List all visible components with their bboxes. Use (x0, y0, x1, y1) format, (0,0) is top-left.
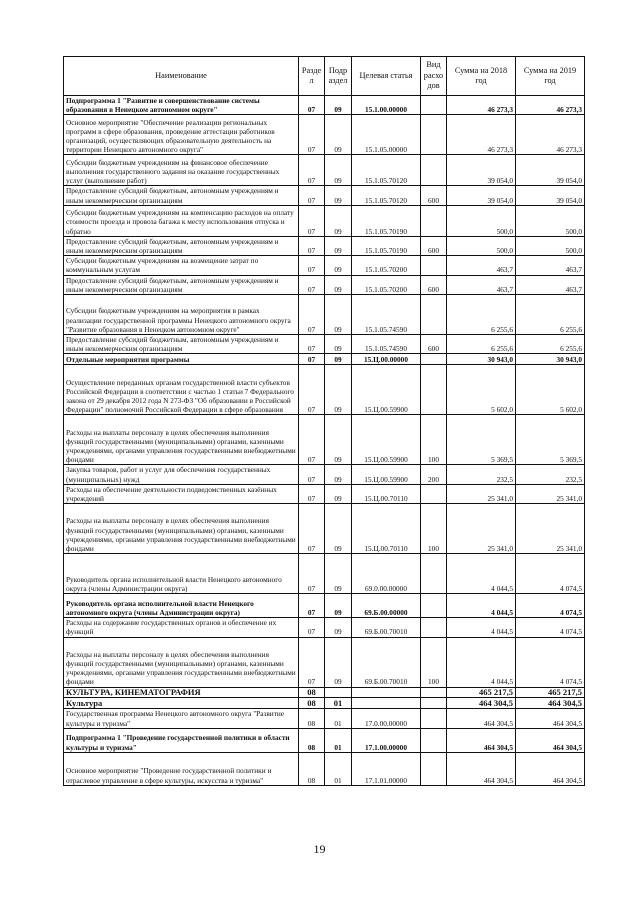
cell-sum2018: 25 341,0 (447, 504, 516, 554)
cell-sum2018: 5 602,0 (447, 365, 516, 415)
cell-sum2019: 5 369,5 (516, 415, 585, 465)
cell-podrazdel: 09 (325, 205, 352, 236)
cell-sum2018: 232,5 (447, 465, 516, 484)
table-row (64, 354, 585, 365)
cell-name: КУЛЬТУРА, КИНЕМАТОГРАФИЯ (64, 687, 299, 698)
cell-statya: 69.0.00.00000 (352, 554, 421, 594)
cell-sum2018: 4 044,5 (447, 554, 516, 594)
cell-name: Основное мероприятие "Проведение государственной политики и отраслевое управление в сфере культуры, искусства и туризма" (64, 752, 299, 785)
cell-name: Расходы на выплаты персоналу в целях обеспечения выполнения функций государственными (муниципальными) органами, казенными учреждениями, органами управления государственными внебюджетными фондами (64, 637, 299, 687)
cell-razdel: 07 (299, 205, 325, 236)
cell-sum2019: 465 217,5 (516, 687, 585, 698)
cell-vid (421, 728, 447, 752)
cell-razdel: 07 (299, 335, 325, 354)
cell-sum2018: 464 304,5 (447, 709, 516, 728)
cell-name: Государственная программа Ненецкого автономного округа "Развитие культуры и туризма" (64, 709, 299, 728)
cell-podrazdel: 01 (325, 698, 352, 709)
cell-podrazdel: 09 (325, 504, 352, 554)
cell-statya: 15.Ц.00.59900 (352, 465, 421, 484)
cell-statya: 15.Ц.00.70110 (352, 484, 421, 503)
cell-sum2018: 30 943,0 (447, 354, 516, 365)
cell-sum2018: 464 304,5 (447, 728, 516, 752)
header-sum-2018: Сумма на 2018 год (447, 57, 516, 96)
cell-razdel: 07 (299, 465, 325, 484)
cell-sum2018: 5 369,5 (447, 415, 516, 465)
cell-sum2019: 464 304,5 (516, 728, 585, 752)
cell-razdel: 07 (299, 275, 325, 294)
cell-name: Отдельные мероприятия программы (64, 354, 299, 365)
cell-name: Предоставление субсидий бюджетным, автономным учреждениям и иным некоммерческим организациям (64, 335, 299, 354)
cell-razdel: 08 (299, 709, 325, 728)
cell-sum2019: 4 074,5 (516, 554, 585, 594)
cell-name: Руководитель органа исполнительной власти Ненецкого автономного округа (члены Администрации округа) (64, 594, 299, 618)
cell-statya: 69.Б.00.00000 (352, 594, 421, 618)
cell-sum2018: 500,0 (447, 205, 516, 236)
cell-vid (421, 752, 447, 785)
cell-sum2018: 39 054,0 (447, 155, 516, 186)
cell-razdel: 07 (299, 186, 325, 205)
table-row (64, 465, 585, 484)
cell-podrazdel: 09 (325, 465, 352, 484)
cell-sum2019: 464 304,5 (516, 752, 585, 785)
header-podrazdel: Подр аздел (325, 57, 352, 96)
cell-sum2019: 39 054,0 (516, 186, 585, 205)
cell-name: Руководитель органа исполнительной власти Ненецкого автономного округа (члены Администрации округа) (64, 554, 299, 594)
cell-statya: 15.1.05.70190 (352, 236, 421, 255)
cell-podrazdel: 09 (325, 335, 352, 354)
table-row (64, 698, 585, 709)
header-sum-2019: Сумма на 2019 год (516, 57, 585, 96)
cell-statya: 17.0.00.00000 (352, 709, 421, 728)
cell-podrazdel: 09 (325, 256, 352, 275)
cell-name: Подпрограмма 1 "Проведение государственной политики в области культуры и туризма" (64, 728, 299, 752)
cell-podrazdel: 09 (325, 484, 352, 503)
cell-podrazdel: 09 (325, 618, 352, 637)
cell-razdel: 08 (299, 752, 325, 785)
cell-statya: 15.Ц.00.00000 (352, 354, 421, 365)
table-row (64, 275, 585, 294)
cell-name: Расходы на обеспечение деятельности подведомственных казённых учреждений (64, 484, 299, 503)
cell-razdel: 07 (299, 415, 325, 465)
table-header-row (64, 57, 585, 96)
header-name: Наименование (64, 57, 299, 96)
table-row (64, 186, 585, 205)
cell-vid (421, 698, 447, 709)
cell-statya: 15.1.05.70120 (352, 186, 421, 205)
cell-vid (421, 115, 447, 155)
cell-statya: 69.Б.00.70010 (352, 637, 421, 687)
cell-vid (421, 687, 447, 698)
cell-vid (421, 205, 447, 236)
cell-razdel: 07 (299, 96, 325, 115)
cell-podrazdel: 09 (325, 96, 352, 115)
cell-sum2018: 464 304,5 (447, 698, 516, 709)
cell-sum2018: 6 255,6 (447, 335, 516, 354)
cell-vid (421, 618, 447, 637)
cell-name: Предоставление субсидий бюджетным, автономным учреждениям и иным некоммерческим организациям (64, 236, 299, 255)
cell-name: Предоставление субсидий бюджетным, автономным учреждениям и иным некоммерческим организациям (64, 186, 299, 205)
table-row (64, 752, 585, 785)
cell-name: Расходы на содержание государственных органов и обеспечение их функций (64, 618, 299, 637)
cell-razdel: 08 (299, 687, 325, 698)
cell-vid (421, 365, 447, 415)
cell-vid: 600 (421, 186, 447, 205)
cell-statya: 15.Ц.00.59900 (352, 415, 421, 465)
header-razdel: Разде л (299, 57, 325, 96)
cell-name: Предоставление субсидий бюджетным, автономным учреждениям и иным некоммерческим организациям (64, 275, 299, 294)
cell-sum2019: 4 074,5 (516, 618, 585, 637)
cell-razdel: 07 (299, 637, 325, 687)
cell-podrazdel: 09 (325, 155, 352, 186)
cell-sum2019: 46 273,3 (516, 115, 585, 155)
cell-vid (421, 96, 447, 115)
cell-razdel: 08 (299, 728, 325, 752)
cell-sum2018: 463,7 (447, 256, 516, 275)
cell-vid (421, 256, 447, 275)
cell-vid (421, 554, 447, 594)
cell-sum2018: 46 273,3 (447, 96, 516, 115)
cell-razdel: 07 (299, 155, 325, 186)
cell-sum2019: 5 602,0 (516, 365, 585, 415)
cell-statya: 17.1.01.00000 (352, 752, 421, 785)
table-row (64, 96, 585, 115)
table-row (64, 155, 585, 186)
cell-razdel: 07 (299, 295, 325, 335)
header-vid: Вид расхо дов (421, 57, 447, 96)
cell-sum2018: 4 044,5 (447, 618, 516, 637)
cell-sum2019: 25 341,0 (516, 504, 585, 554)
table-row (64, 637, 585, 687)
cell-vid: 600 (421, 236, 447, 255)
cell-razdel: 07 (299, 554, 325, 594)
table-row (64, 205, 585, 236)
table-row (64, 335, 585, 354)
cell-podrazdel (325, 687, 352, 698)
cell-razdel: 07 (299, 618, 325, 637)
cell-vid: 200 (421, 465, 447, 484)
table-row (64, 554, 585, 594)
cell-sum2018: 6 255,6 (447, 295, 516, 335)
budget-table (63, 56, 585, 786)
cell-sum2018: 4 044,5 (447, 594, 516, 618)
cell-name: Подпрограмма 1 "Развитие и совершенствование системы образования в Ненецком автономном округе" (64, 96, 299, 115)
cell-name: Субсидии бюджетным учреждениям на мероприятия в рамках реализации государственной программы Ненецкого автономного округа "Развитие образования в Ненецком автономном округе" (64, 295, 299, 335)
cell-vid (421, 709, 447, 728)
cell-statya: 15.1.05.74590 (352, 295, 421, 335)
cell-podrazdel: 09 (325, 275, 352, 294)
cell-podrazdel: 09 (325, 594, 352, 618)
cell-sum2018: 4 044,5 (447, 637, 516, 687)
cell-name: Субсидии бюджетным учреждениям на финансовое обеспечение выполнения государственного задания на оказание государственных услуг (выполнение работ) (64, 155, 299, 186)
cell-podrazdel: 01 (325, 728, 352, 752)
cell-vid (421, 594, 447, 618)
cell-razdel: 07 (299, 594, 325, 618)
cell-statya: 15.1.05.74590 (352, 335, 421, 354)
cell-razdel: 07 (299, 236, 325, 255)
cell-sum2018: 46 273,3 (447, 115, 516, 155)
cell-vid (421, 354, 447, 365)
table-row (64, 256, 585, 275)
cell-sum2019: 6 255,6 (516, 335, 585, 354)
cell-vid: 100 (421, 637, 447, 687)
cell-name: Расходы на выплаты персоналу в целях обеспечения выполнения функций государственными (муниципальными) органами, казенными учреждениями, органами управления государственными внебюджетными фондами (64, 504, 299, 554)
cell-podrazdel: 09 (325, 295, 352, 335)
cell-razdel: 07 (299, 256, 325, 275)
cell-sum2019: 6 255,6 (516, 295, 585, 335)
cell-sum2018: 463,7 (447, 275, 516, 294)
cell-sum2018: 25 341,0 (447, 484, 516, 503)
cell-statya: 15.Ц.00.59900 (352, 365, 421, 415)
cell-statya: 15.1.05.00000 (352, 115, 421, 155)
cell-name: Закупка товаров, работ и услуг для обеспечения государственных (муниципальных) нужд (64, 465, 299, 484)
table-body (64, 96, 585, 786)
table-row (64, 236, 585, 255)
cell-statya: 15.1.05.70120 (352, 155, 421, 186)
cell-sum2019: 4 074,5 (516, 594, 585, 618)
cell-sum2019: 4 074,5 (516, 637, 585, 687)
cell-vid (421, 484, 447, 503)
table-row (64, 709, 585, 728)
cell-vid: 600 (421, 275, 447, 294)
cell-sum2019: 463,7 (516, 275, 585, 294)
cell-sum2018: 464 304,5 (447, 752, 516, 785)
cell-name: Осуществление переданных органам государственной власти субъектов Российской Федерации в соответствии с частью 1 статьи 7 Федерального закона от 29 декабря 2012 года N 273-ФЗ "Об образовании в Российской Федерации" полномочий Российской Федерации в сфере образования (64, 365, 299, 415)
cell-vid: 100 (421, 415, 447, 465)
cell-vid: 100 (421, 504, 447, 554)
cell-sum2019: 46 273,3 (516, 96, 585, 115)
table-row (64, 365, 585, 415)
cell-name: Субсидии бюджетным учреждениям на компенсацию расходов на оплату стоимости проезда и провоза багажа к месту использования отпуска и обратно (64, 205, 299, 236)
cell-sum2019: 464 304,5 (516, 698, 585, 709)
cell-statya: 17.1.00.00000 (352, 728, 421, 752)
cell-statya (352, 687, 421, 698)
page-number: 19 (313, 842, 326, 856)
table-row (64, 415, 585, 465)
cell-vid (421, 295, 447, 335)
cell-statya: 15.1.00.00000 (352, 96, 421, 115)
cell-statya: 15.1.05.70190 (352, 205, 421, 236)
cell-sum2019: 39 054,0 (516, 155, 585, 186)
cell-name: Культура (64, 698, 299, 709)
cell-sum2019: 500,0 (516, 236, 585, 255)
cell-name: Расходы на выплаты персоналу в целях обеспечения выполнения функций государственными (муниципальными) органами, казенными учреждениями, органами управления государственными внебюджетными фондами (64, 415, 299, 465)
cell-sum2018: 465 217,5 (447, 687, 516, 698)
cell-sum2019: 232,5 (516, 465, 585, 484)
table-row (64, 115, 585, 155)
cell-statya: 15.1.05.70200 (352, 256, 421, 275)
cell-vid (421, 155, 447, 186)
cell-podrazdel: 09 (325, 186, 352, 205)
cell-podrazdel: 01 (325, 709, 352, 728)
cell-podrazdel: 09 (325, 415, 352, 465)
cell-statya (352, 698, 421, 709)
cell-razdel: 07 (299, 365, 325, 415)
cell-name: Субсидии бюджетным учреждениям на возмещение затрат по коммунальным услугам (64, 256, 299, 275)
cell-sum2019: 463,7 (516, 256, 585, 275)
cell-razdel: 08 (299, 698, 325, 709)
table-row (64, 618, 585, 637)
table-row (64, 295, 585, 335)
cell-podrazdel: 09 (325, 236, 352, 255)
cell-statya: 15.1.05.70200 (352, 275, 421, 294)
cell-sum2019: 25 341,0 (516, 484, 585, 503)
table-row (64, 687, 585, 698)
cell-name: Основное мероприятие "Обеспечение реализации региональных программ в сфере образования, проведение аттестации работников организаций, осуществляющих образовательную деятельность на территории Ненецкого автономного округа" (64, 115, 299, 155)
cell-statya: 69.Б.00.70010 (352, 618, 421, 637)
cell-sum2018: 500,0 (447, 236, 516, 255)
cell-sum2019: 464 304,5 (516, 709, 585, 728)
cell-razdel: 07 (299, 484, 325, 503)
cell-razdel: 07 (299, 504, 325, 554)
table-row (64, 728, 585, 752)
cell-sum2018: 39 054,0 (447, 186, 516, 205)
cell-podrazdel: 09 (325, 554, 352, 594)
cell-razdel: 07 (299, 115, 325, 155)
table-row (64, 594, 585, 618)
cell-podrazdel: 09 (325, 365, 352, 415)
cell-sum2019: 500,0 (516, 205, 585, 236)
cell-podrazdel: 09 (325, 115, 352, 155)
cell-sum2019: 30 943,0 (516, 354, 585, 365)
cell-podrazdel: 09 (325, 354, 352, 365)
cell-vid: 600 (421, 335, 447, 354)
cell-podrazdel: 09 (325, 637, 352, 687)
cell-razdel: 07 (299, 354, 325, 365)
cell-podrazdel: 01 (325, 752, 352, 785)
table-row (64, 504, 585, 554)
cell-statya: 15.Ц.00.70110 (352, 504, 421, 554)
table-row (64, 484, 585, 503)
header-statya: Целевая статья (352, 57, 421, 96)
